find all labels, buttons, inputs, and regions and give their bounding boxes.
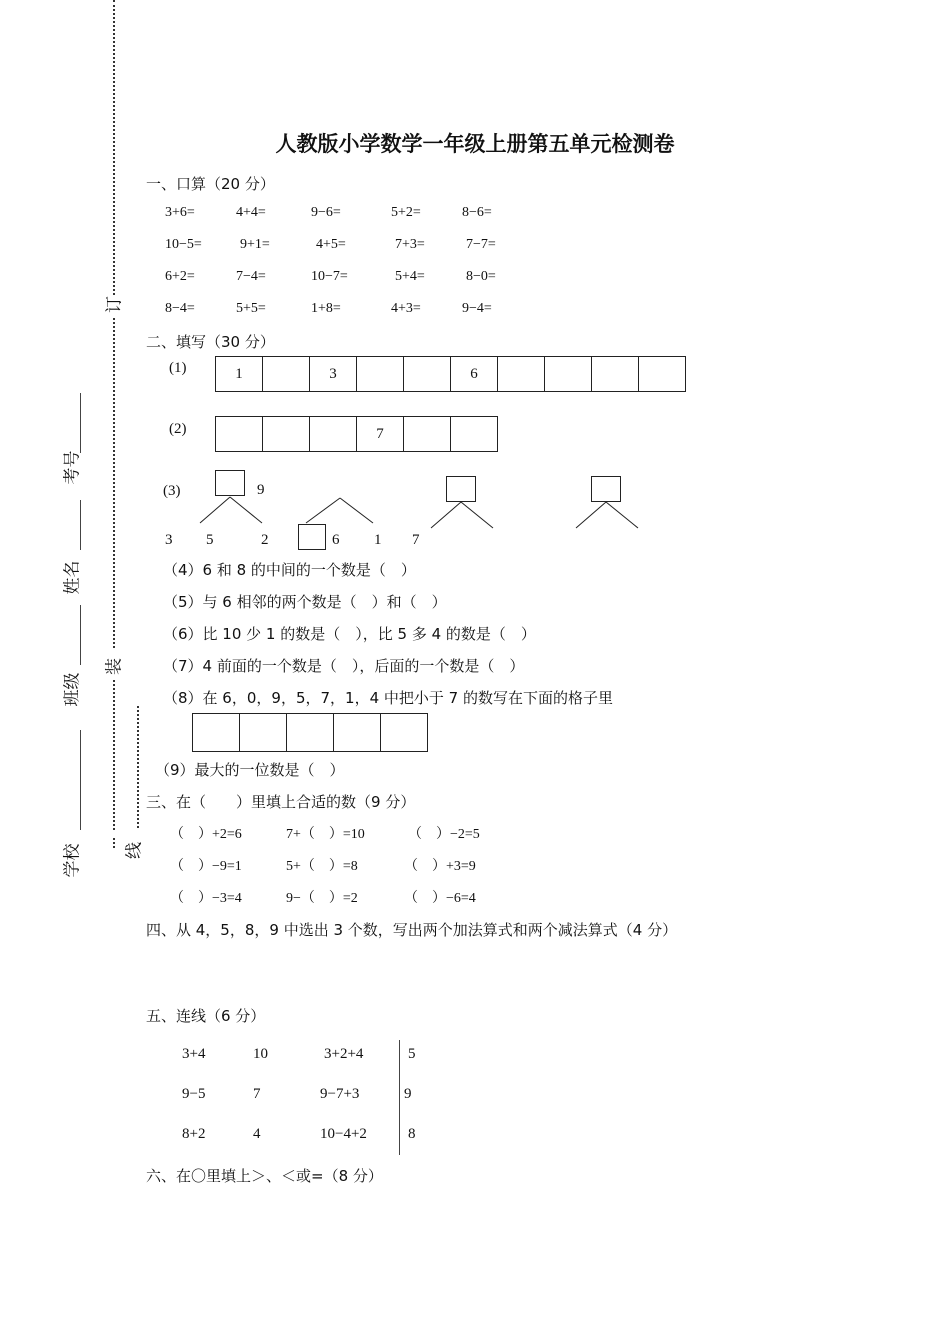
q2-8-answer-grid	[192, 713, 428, 752]
grid-cell[interactable]	[381, 714, 428, 752]
grid-cell[interactable]	[240, 714, 287, 752]
oral-calc-3-5: 8−0=	[466, 269, 496, 284]
grid-cell[interactable]	[287, 714, 334, 752]
q2-6: （6）比 10 少 1 的数是（ ），比 5 多 4 的数是（ ）	[163, 625, 536, 643]
oral-calc-4-4: 4+3=	[391, 301, 421, 316]
q2-1-label: (1)	[169, 360, 187, 376]
tree-2-bottom-box[interactable]	[298, 524, 326, 550]
oral-calc-2-1: 10−5=	[165, 237, 202, 252]
oral-calc-4-5: 9−4=	[462, 301, 492, 316]
match-1-3: 3+2+4	[324, 1046, 364, 1062]
grid-cell[interactable]: 3	[310, 357, 357, 392]
match-2-3: 9−7+3	[320, 1086, 360, 1102]
tree-1-left-branch	[200, 497, 230, 523]
grid-cell[interactable]: 7	[357, 417, 404, 452]
tree-1-right-number: 5	[206, 532, 214, 548]
oral-calc-3-1: 6+2=	[165, 269, 195, 284]
oral-calc-1-4: 5+2=	[391, 205, 421, 220]
margin-xian: 线	[124, 842, 145, 859]
match-2-1: 9−5	[182, 1086, 206, 1102]
oral-calc-1-5: 8−6=	[462, 205, 492, 220]
margin-xingming-label: 姓名	[62, 560, 83, 595]
grid-cell[interactable]: 1	[216, 357, 263, 392]
oral-calc-2-3: 4+5=	[316, 237, 346, 252]
match-3-4: 8	[408, 1126, 416, 1142]
tree-1-top-right-number: 9	[257, 482, 265, 498]
tree-3-left-number: 1	[374, 532, 382, 548]
fill-3-2[interactable]: 9−（ ）=2	[286, 891, 358, 906]
tree-2-right-number: 6	[332, 532, 340, 548]
oral-calc-1-2: 4+4=	[236, 205, 266, 220]
oral-calc-1-3: 9−6=	[311, 205, 341, 220]
grid-cell[interactable]	[193, 714, 240, 752]
oral-calc-3-4: 5+4=	[395, 269, 425, 284]
section-2-heading: 二、填写（30 分）	[146, 333, 275, 351]
oral-calc-4-3: 1+8=	[311, 301, 341, 316]
oral-calc-3-2: 7−4=	[236, 269, 266, 284]
tree-2-right-branch	[340, 498, 373, 523]
section-4-heading: 四、从 4，5，8，9 中选出 3 个数，写出两个加法算式和两个减法算式（4 分）	[146, 921, 678, 939]
q2-8: （8）在 6，0，9，5，7，1，4 中把小于 7 的数写在下面的格子里	[163, 689, 613, 707]
tree-4-left-branch	[576, 502, 606, 528]
page-title: 人教版小学数学一年级上册第五单元检测卷	[275, 132, 675, 156]
fill-1-1[interactable]: （ ）+2=6	[170, 827, 242, 842]
match-2-2: 7	[253, 1086, 261, 1102]
match-3-3: 10−4+2	[320, 1126, 367, 1142]
section-5-heading: 五、连线（6 分）	[146, 1007, 266, 1025]
fill-2-1[interactable]: （ ）−9=1	[170, 859, 242, 874]
tree-4-right-branch	[606, 502, 638, 528]
oral-calc-4-1: 8−4=	[165, 301, 195, 316]
tree-1-top-box[interactable]	[215, 470, 245, 496]
tree-3-right-branch	[461, 502, 493, 528]
fill-1-3[interactable]: （ ）−2=5	[408, 827, 480, 842]
oral-calc-1-1: 3+6=	[165, 205, 195, 220]
q2-2-label: (2)	[169, 421, 187, 437]
tree-2-left-branch	[306, 498, 340, 523]
grid-cell[interactable]	[334, 714, 381, 752]
tree-3-top-box[interactable]	[446, 476, 476, 502]
tree-1-right-branch	[230, 497, 262, 523]
tree-1-left-number: 3	[165, 532, 173, 548]
margin-ding: 订	[104, 296, 125, 313]
match-1-1: 3+4	[182, 1046, 206, 1062]
tree-4-top-box[interactable]	[591, 476, 621, 502]
oral-calc-2-4: 7+3=	[395, 237, 425, 252]
grid-cell[interactable]: 6	[451, 357, 498, 392]
tree-3-left-branch	[431, 502, 461, 528]
q2-9: （9）最大的一位数是（ ）	[155, 761, 345, 779]
margin-banji-label: 班级	[62, 672, 83, 707]
q2-4: （4）6 和 8 的中间的一个数是（ ）	[163, 561, 416, 579]
margin-kaohao-label: 考号	[62, 450, 83, 485]
oral-calc-4-2: 5+5=	[236, 301, 266, 316]
tree-3-right-number: 7	[412, 532, 420, 548]
margin-xuexiao-label: 学校	[62, 843, 83, 878]
match-1-4: 5	[408, 1046, 416, 1062]
match-2-4: 9	[404, 1086, 412, 1102]
q2-7: （7）4 前面的一个数是（ ），后面的一个数是（ ）	[163, 657, 525, 675]
match-3-1: 8+2	[182, 1126, 206, 1142]
fill-2-3[interactable]: （ ）+3=9	[404, 859, 476, 874]
q2-3-label: (3)	[163, 483, 181, 499]
oral-calc-2-2: 9+1=	[240, 237, 270, 252]
oral-calc-2-5: 7−7=	[466, 237, 496, 252]
oral-calc-3-3: 10−7=	[311, 269, 348, 284]
fill-1-2[interactable]: 7+（ ）=10	[286, 827, 365, 842]
match-3-2: 4	[253, 1126, 261, 1142]
match-1-2: 10	[253, 1046, 268, 1062]
fill-3-1[interactable]: （ ）−3=4	[170, 891, 242, 906]
fill-3-3[interactable]: （ ）−6=4	[404, 891, 476, 906]
match-divider-line	[399, 1040, 400, 1155]
margin-zhuang: 装	[104, 658, 125, 675]
fill-2-2[interactable]: 5+（ ）=8	[286, 859, 358, 874]
section-1-heading: 一、口算（20 分）	[146, 175, 275, 193]
section-3-heading: 三、在（ ）里填上合适的数（9 分）	[146, 793, 416, 811]
q2-5: （5）与 6 相邻的两个数是（ ）和（ ）	[163, 593, 447, 611]
section-6-heading: 六、在〇里填上＞、＜或=（8 分）	[146, 1167, 383, 1185]
tree-2-left-number: 2	[261, 532, 269, 548]
